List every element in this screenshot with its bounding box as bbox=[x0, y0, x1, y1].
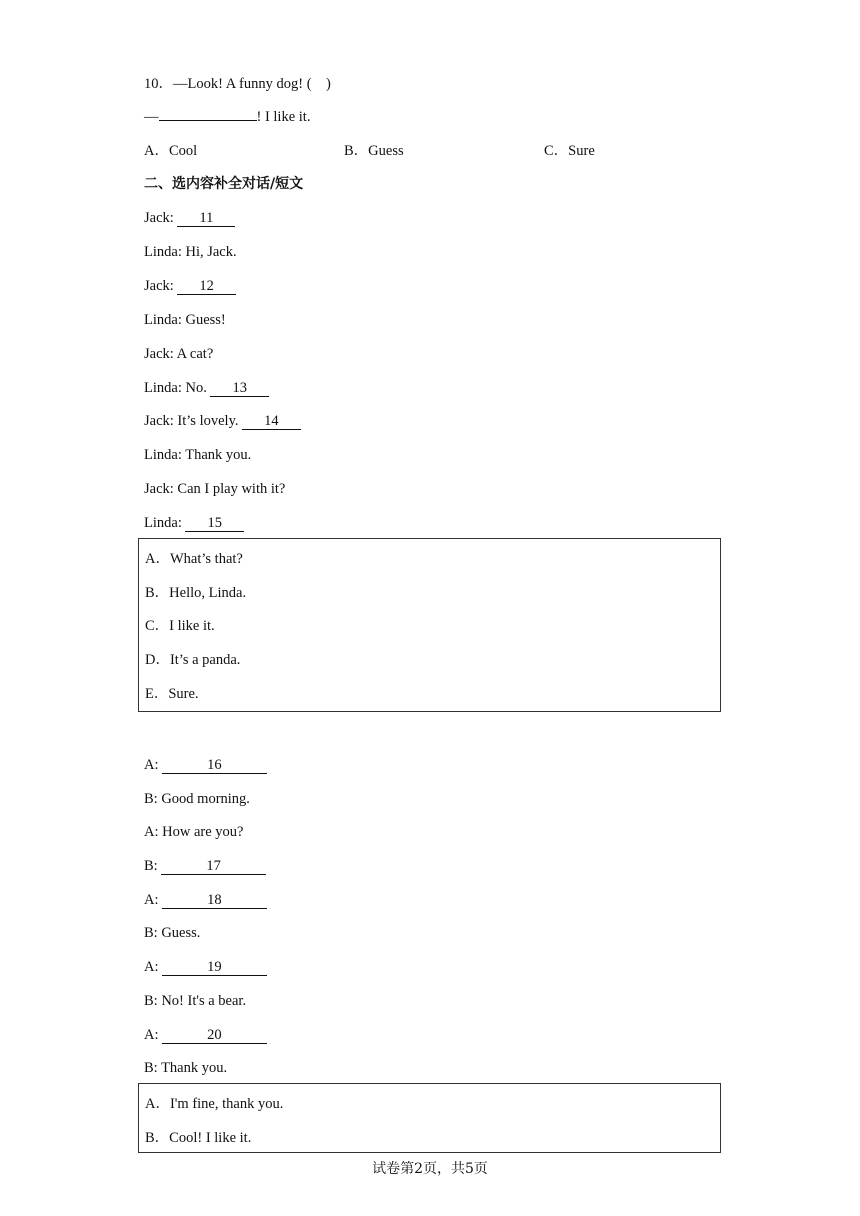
dialogue-text: Linda: No. bbox=[144, 380, 211, 396]
dialogue-text: B: bbox=[144, 858, 162, 874]
box1-option-b: B．Hello, Linda. bbox=[145, 585, 247, 601]
dialogue-line bbox=[144, 276, 236, 296]
dialogue-line bbox=[144, 310, 226, 330]
options-box-1 bbox=[138, 538, 721, 712]
answer-line-suffix: ! I like it. bbox=[256, 109, 311, 125]
blank-number: 20 bbox=[162, 1028, 267, 1044]
dialogue-line bbox=[144, 957, 267, 977]
dialogue-text: A: bbox=[144, 757, 163, 773]
dialogue-line bbox=[144, 445, 251, 465]
dialogue-line bbox=[144, 991, 246, 1011]
dialogue-text: Jack: It’s lovely. bbox=[144, 413, 243, 429]
dialogue-text: B: No! It's a bear. bbox=[144, 993, 247, 1009]
dialogue-line bbox=[144, 479, 285, 499]
section-title: 二、选内容补全对话/短文 bbox=[144, 176, 304, 192]
dialogue-line bbox=[144, 344, 213, 364]
option-c: C．Sure bbox=[544, 143, 595, 159]
dialogue-text: Linda: Thank you. bbox=[144, 447, 252, 463]
question-10-stem: 10．—Look! A funny dog! ( ) bbox=[144, 76, 331, 92]
dialogue-line bbox=[144, 1025, 267, 1045]
box1-option-e: E．Sure. bbox=[145, 686, 199, 702]
blank-number: 11 bbox=[177, 211, 235, 227]
box2-option-b: B．Cool! I like it. bbox=[145, 1130, 252, 1146]
question-10-answer-line bbox=[144, 107, 310, 127]
dialogue-text: Jack: Can I play with it? bbox=[144, 481, 286, 497]
dialogue-text: B: Thank you. bbox=[144, 1060, 228, 1076]
dialogue-line bbox=[144, 755, 267, 775]
dialogue-text: B: Guess. bbox=[144, 925, 201, 941]
box1-option-d: D．It’s a panda. bbox=[145, 652, 241, 668]
blank-number: 16 bbox=[162, 758, 267, 774]
blank-number: 15 bbox=[185, 516, 244, 532]
dialogue-text: Jack: bbox=[144, 210, 178, 226]
dialogue-text: A: bbox=[144, 892, 163, 908]
dialogue-line bbox=[144, 242, 237, 262]
dialogue-line bbox=[144, 923, 200, 943]
answer-blank bbox=[159, 120, 257, 121]
page-footer: 试卷第2页，共5页 bbox=[372, 1161, 488, 1177]
dialogue-text: A: bbox=[144, 959, 163, 975]
dialogue-text: A: bbox=[144, 1027, 163, 1043]
blank-number: 19 bbox=[162, 960, 267, 976]
dash: — bbox=[144, 109, 159, 125]
dialogue-line bbox=[144, 1058, 227, 1078]
dialogue-line bbox=[144, 411, 301, 431]
box1-option-a: A．What’s that? bbox=[145, 551, 243, 567]
dialogue-line bbox=[144, 856, 266, 876]
options-box-2 bbox=[138, 1083, 721, 1153]
blank-number: 12 bbox=[177, 279, 236, 295]
dialogue-text: A: How are you? bbox=[144, 824, 244, 840]
dialogue-line bbox=[144, 822, 243, 842]
dialogue-line bbox=[144, 513, 244, 533]
dialogue-text: Linda: Hi, Jack. bbox=[144, 244, 237, 260]
blank-number: 17 bbox=[161, 859, 266, 875]
dialogue-text: Jack: A cat? bbox=[144, 346, 214, 362]
dialogue-text: Linda: Guess! bbox=[144, 312, 226, 328]
dialogue-text: B: Good morning. bbox=[144, 791, 250, 807]
blank-number: 14 bbox=[242, 414, 301, 430]
blank-number: 18 bbox=[162, 893, 267, 909]
box2-option-a: A．I'm fine, thank you. bbox=[145, 1096, 284, 1112]
dialogue-text: Linda: bbox=[144, 515, 186, 531]
option-b: B．Guess bbox=[344, 143, 404, 159]
box1-option-c: C．I like it. bbox=[145, 618, 215, 634]
option-a: A．Cool bbox=[144, 143, 198, 159]
dialogue-line bbox=[144, 789, 250, 809]
dialogue-line bbox=[144, 208, 235, 228]
blank-number: 13 bbox=[210, 381, 269, 397]
dialogue-line bbox=[144, 378, 269, 398]
dialogue-line bbox=[144, 890, 267, 910]
dialogue-text: Jack: bbox=[144, 278, 178, 294]
